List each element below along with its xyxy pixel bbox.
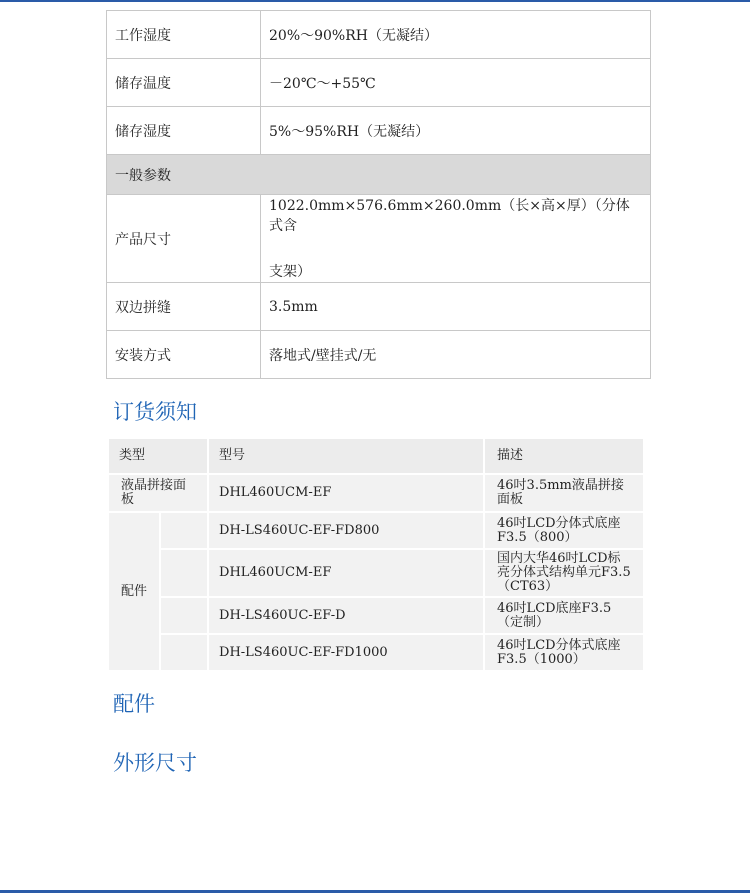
spec-label: 产品尺寸 — [107, 195, 261, 283]
desc-cell: 46吋LCD分体式底座F3.5（800） — [484, 512, 644, 549]
spec-label: 双边拼缝 — [107, 283, 261, 331]
model-cell: DHL460UCM-EF — [208, 549, 484, 597]
spec-table — [106, 10, 651, 379]
table-row — [108, 512, 644, 549]
section-title: 一般参数 — [107, 155, 651, 195]
type-cell: 配件 — [108, 512, 160, 671]
empty-cell — [160, 549, 208, 597]
header-desc: 描述 — [484, 438, 644, 474]
table-row — [108, 549, 644, 597]
desc-cell: 46吋LCD分体式底座F3.5（1000） — [484, 634, 644, 671]
header-type: 类型 — [108, 438, 208, 474]
spec-value: 20%～90%RH（无凝结） — [261, 11, 651, 59]
spec-value: 3.5mm — [261, 283, 651, 331]
spec-value: 落地式/壁挂式/无 — [261, 331, 651, 379]
header-model: 型号 — [208, 438, 484, 474]
order-table — [107, 437, 645, 672]
model-cell: DH-LS460UC-EF-FD1000 — [208, 634, 484, 671]
spec-value-line: 1022.0mm×576.6mm×260.0mm（长×高×厚）（分体式含 — [269, 197, 630, 234]
spec-value — [261, 195, 651, 283]
type-cell: 液晶拼接面板 — [108, 474, 208, 512]
spec-value-line: 支架） — [269, 263, 311, 280]
top-divider — [0, 0, 750, 2]
empty-cell — [160, 512, 208, 549]
spec-label: 安装方式 — [107, 331, 261, 379]
table-row — [107, 283, 651, 331]
table-header-row — [108, 438, 644, 474]
model-cell: DHL460UCM-EF — [208, 474, 484, 512]
empty-cell — [160, 597, 208, 634]
spec-value: －20℃～+55℃ — [261, 59, 651, 107]
ordering-heading: 订货须知 — [113, 400, 197, 424]
spec-label: 储存温度 — [107, 59, 261, 107]
dimensions-heading: 外形尺寸 — [113, 751, 197, 775]
table-row — [108, 597, 644, 634]
spec-label: 工作湿度 — [107, 11, 261, 59]
desc-cell: 46吋LCD底座F3.5（定制） — [484, 597, 644, 634]
desc-cell: 46吋3.5mm液晶拼接面板 — [484, 474, 644, 512]
accessories-heading: 配件 — [113, 692, 155, 716]
empty-cell — [160, 634, 208, 671]
table-row — [107, 107, 651, 155]
section-row — [107, 155, 651, 195]
table-row — [108, 634, 644, 671]
table-row — [107, 331, 651, 379]
desc-cell: 国内大华46吋LCD标亮分体式结构单元F3.5（CT63） — [484, 549, 644, 597]
table-row — [107, 59, 651, 107]
spec-label: 储存湿度 — [107, 107, 261, 155]
table-row — [107, 11, 651, 59]
spec-value: 5%～95%RH（无凝结） — [261, 107, 651, 155]
model-cell: DH-LS460UC-EF-D — [208, 597, 484, 634]
table-row — [108, 474, 644, 512]
model-cell: DH-LS460UC-EF-FD800 — [208, 512, 484, 549]
table-row — [107, 195, 651, 283]
